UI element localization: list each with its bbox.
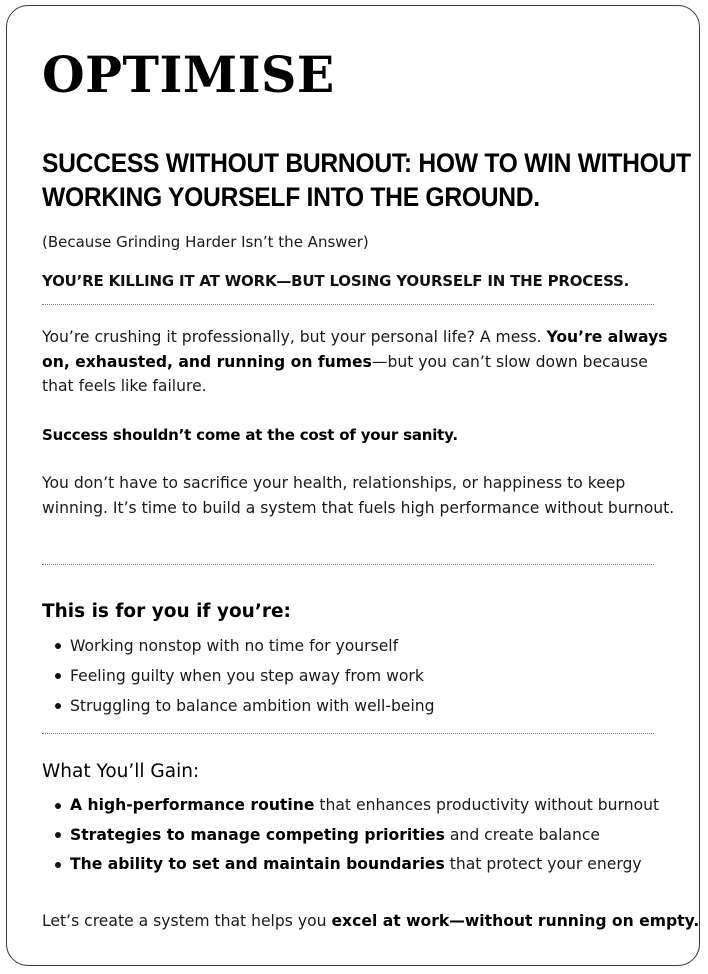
intro-text-start: You’re crushing it professionally, but your personal life? A mess.: [42, 328, 547, 346]
bullet-icon: [55, 862, 61, 868]
list-item-text: that protect your energy: [444, 855, 642, 873]
for-you-list: [42, 631, 682, 721]
key-statement: Success shouldn’t come at the cost of your sanity.: [42, 426, 458, 444]
bullet-icon: [55, 643, 61, 649]
intro-paragraph: [42, 325, 682, 399]
list-item: [42, 821, 682, 851]
divider: [42, 564, 654, 565]
subtitle: (Because Grinding Harder Isn’t the Answer): [42, 233, 369, 251]
section-heading-for-you: This is for you if you’re:: [42, 601, 291, 622]
bullet-icon: [55, 703, 61, 709]
list-item: [42, 691, 682, 721]
list-item-text: and create balance: [444, 825, 601, 844]
page-title: [42, 146, 691, 214]
list-item: [42, 850, 682, 880]
title-line-1: SUCCESS WITHOUT BURNOUT: HOW TO WIN WITHOUT: [42, 148, 691, 178]
document-card: [6, 5, 700, 966]
list-item-bold: A high-performance routine: [70, 796, 315, 814]
list-item-text: that enhances productivity without burnout: [314, 796, 660, 814]
body-paragraph: You don’t have to sacrifice your health, relationships, or happiness to keep winning. It’s time to build a system that fuels high performance without burnout.: [42, 474, 675, 517]
title-line-2: WORKING YOURSELF INTO THE GROUND.: [42, 182, 540, 212]
list-item: [42, 661, 682, 691]
bullet-icon: [55, 673, 61, 679]
section-heading-gain: What You’ll Gain:: [42, 761, 200, 782]
gain-list: [42, 791, 682, 880]
closing-text: Let’s create a system that helps you: [42, 912, 332, 930]
brand-wordmark: OPTIMISE: [42, 45, 335, 104]
list-item: [42, 791, 682, 821]
closing-line: [42, 910, 699, 932]
closing-text-bold: excel at work—without running on empty.: [331, 912, 700, 930]
divider: [42, 733, 654, 734]
divider: [42, 304, 654, 305]
list-item-bold: Strategies to manage competing priorities: [70, 825, 445, 844]
bullet-icon: [55, 803, 61, 809]
list-item-text: Struggling to balance ambition with well-being: [70, 697, 435, 715]
bullet-icon: [55, 832, 61, 838]
list-item-text: Working nonstop with no time for yourself: [70, 637, 399, 655]
list-item-text: Feeling guilty when you step away from work: [70, 667, 424, 685]
intro-text-end: —but you can’t slow down because that feels like failure.: [42, 352, 648, 395]
kicker-heading: YOU’RE KILLING IT AT WORK—BUT LOSING YOURSELF IN THE PROCESS.: [42, 272, 630, 290]
list-item-bold: The ability to set and maintain boundaries: [70, 855, 445, 873]
intro-text-bold: You’re always on, exhausted, and running on fumes: [42, 328, 668, 371]
list-item: [42, 631, 682, 661]
